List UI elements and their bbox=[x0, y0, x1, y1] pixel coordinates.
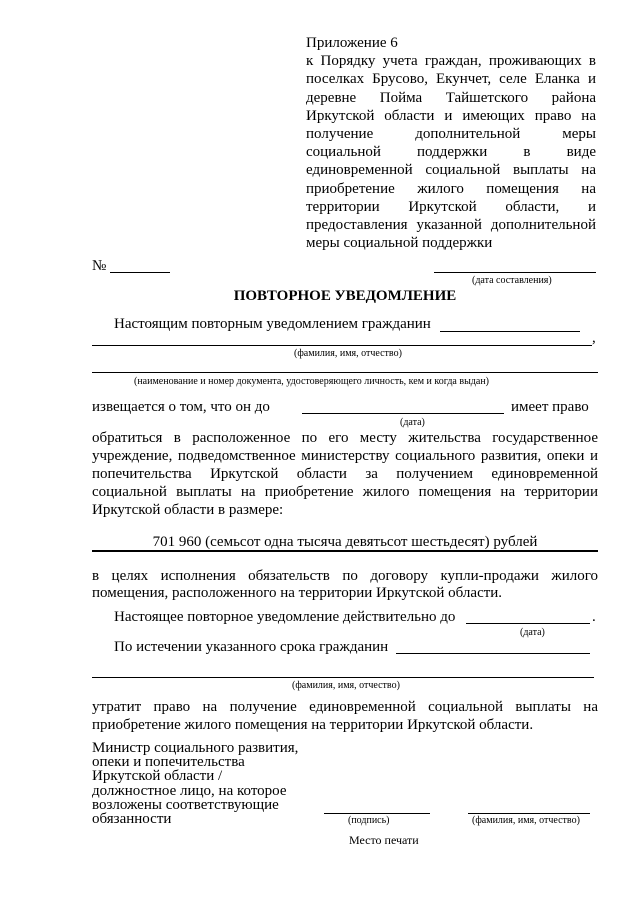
valid-until-caption: (дата) bbox=[520, 627, 545, 638]
official-line: возложены соответствующие bbox=[92, 796, 279, 813]
deadline-field bbox=[302, 413, 504, 414]
appendix-line: меры социальной поддержки bbox=[306, 235, 493, 252]
expiry-citizen-field bbox=[396, 653, 590, 654]
official-line: должностное лицо, на которое bbox=[92, 782, 287, 799]
seal-place: Место печати bbox=[349, 833, 419, 847]
appendix-line: территории Иркутской области, и bbox=[306, 198, 596, 215]
appendix-line: социальной поддержки в виде bbox=[306, 144, 596, 161]
appendix-block bbox=[306, 34, 596, 252]
paragraph-line: Иркутской области в размере: bbox=[92, 502, 284, 518]
paragraph-line: учреждение, подведомственное министерству социального развития, опеки и bbox=[92, 448, 598, 464]
valid-until-field bbox=[466, 623, 590, 624]
loses-line: утратит право на получение единовременной социальной выплаты на bbox=[92, 699, 598, 715]
number-label: № bbox=[92, 258, 107, 274]
appendix-line: получение дополнительной меры bbox=[306, 126, 596, 143]
notify-start: извещается о том, что он до bbox=[92, 399, 270, 415]
appendix-line: поселках Брусово, Екунчет, селе Еланка и bbox=[306, 71, 596, 88]
official-line: опеки и попечительства bbox=[92, 754, 245, 771]
fio-caption-2: (фамилия, имя, отчество) bbox=[292, 680, 400, 691]
appendix-line: приобретение жилого помещения на bbox=[306, 180, 596, 197]
deadline-caption: (дата) bbox=[400, 417, 425, 428]
notify-end: имеет право bbox=[511, 399, 589, 415]
appendix-line: деревне Пойма Тайшетского района bbox=[306, 89, 596, 106]
official-line: обязанности bbox=[92, 811, 172, 828]
expiry-text: По истечении указанного срока гражданин bbox=[114, 639, 389, 655]
signer-name-caption: (фамилия, имя, отчество) bbox=[472, 815, 580, 826]
fio-field bbox=[92, 345, 592, 346]
paragraph-line: обратиться в расположенное по его месту жительства государственное bbox=[92, 430, 598, 446]
signer-name-field bbox=[468, 813, 590, 814]
appendix-line: единовременной социальной выплаты на bbox=[306, 162, 596, 179]
comma: , bbox=[592, 330, 596, 346]
appendix-line: к Порядку учета граждан, проживающих в bbox=[306, 53, 596, 70]
amount-underline bbox=[92, 550, 598, 552]
payment-amount: 701 960 (семьсот одна тысяча девятьсот шестьдесят) рублей bbox=[152, 534, 538, 550]
citizen-field bbox=[440, 331, 580, 332]
period: . bbox=[592, 609, 596, 625]
official-block bbox=[92, 741, 298, 826]
number-field bbox=[110, 272, 170, 273]
paragraph-line: попечительства Иркутской области за получением единовременной bbox=[92, 466, 598, 482]
fio-caption: (фамилия, имя, отчество) bbox=[294, 348, 402, 359]
official-line: Министр социального развития, bbox=[92, 740, 299, 756]
page-title: ПОВТОРНОЕ УВЕДОМЛЕНИЕ bbox=[233, 288, 457, 304]
appendix-title: Приложение 6 bbox=[306, 35, 398, 51]
official-line: Иркутской области / bbox=[92, 768, 223, 785]
appendix-line: предоставления указанной дополнительной bbox=[306, 217, 596, 234]
loses-line: приобретение жилого помещения на территории Иркутской области. bbox=[92, 717, 534, 733]
signature-field bbox=[324, 813, 430, 814]
paragraph-line: социальной выплаты на приобретение жилого помещения на территории bbox=[92, 484, 598, 500]
date-caption: (дата составления) bbox=[472, 275, 552, 286]
appendix-line: Иркутской области и имеющих право на bbox=[306, 107, 596, 124]
date-field bbox=[434, 272, 596, 273]
signature-caption: (подпись) bbox=[348, 815, 390, 826]
purpose-line: помещения, расположенного на территории Иркутской области. bbox=[92, 585, 503, 601]
intro-text: Настоящим повторным уведомлением гражданин bbox=[114, 316, 431, 332]
fio-field-2 bbox=[92, 677, 594, 678]
valid-until-text: Настоящее повторное уведомление действительно до bbox=[114, 609, 456, 625]
document-caption: (наименование и номер документа, удостоверяющего личность, кем и когда выдан) bbox=[134, 376, 490, 387]
purpose-line: в целях исполнения обязательств по договору купли-продажи жилого bbox=[92, 568, 598, 584]
document-field bbox=[92, 372, 598, 373]
